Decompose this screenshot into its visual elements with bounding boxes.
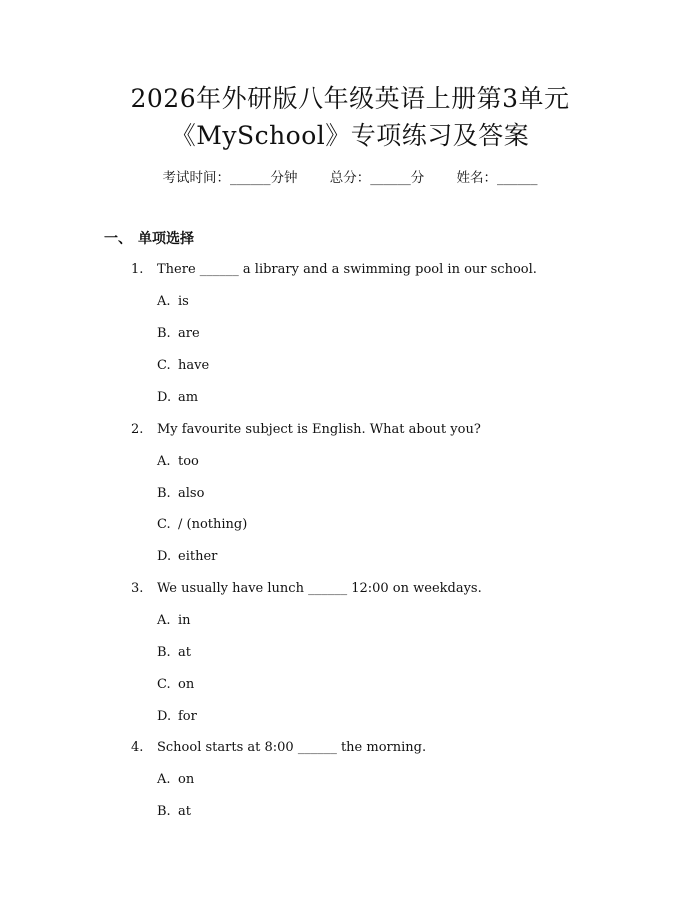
document-title-line-1: 2026年外研版八年级英语上册第3单元 (130, 84, 570, 113)
option-letter: D. (157, 390, 172, 405)
question-3 (131, 580, 482, 598)
question-number: 2. (131, 422, 144, 437)
section-title: 单项选择 (138, 231, 194, 247)
total-score-field: 总分：______分 (329, 170, 425, 186)
question-1-option-c (157, 357, 209, 375)
question-1-option-b (157, 325, 200, 343)
option-text: are (178, 326, 200, 341)
question-2-option-c (157, 516, 247, 534)
section-number: 一、 (104, 231, 132, 247)
question-text: We usually have lunch ______ 12:00 on weekdays. (157, 581, 482, 596)
question-4-option-b (157, 803, 191, 821)
exam-info-line (0, 168, 700, 188)
option-letter: D. (157, 549, 172, 564)
option-letter: B. (157, 326, 171, 341)
option-text: at (178, 645, 191, 660)
option-letter: C. (157, 358, 171, 373)
option-letter: B. (157, 645, 171, 660)
question-4-option-a (157, 771, 194, 789)
question-1 (131, 261, 537, 279)
question-number: 1. (131, 262, 144, 277)
option-letter: C. (157, 677, 171, 692)
option-letter: B. (157, 486, 171, 501)
question-3-option-c (157, 676, 194, 694)
exam-time-field: 考试时间：______分钟 (162, 170, 298, 186)
student-name-field: 姓名：______ (456, 170, 538, 186)
option-text: / (nothing) (178, 517, 248, 532)
option-text: on (178, 772, 195, 787)
option-letter: A. (157, 772, 171, 787)
question-3-option-b (157, 644, 191, 662)
option-text: have (178, 358, 210, 373)
option-text: on (178, 677, 195, 692)
option-letter: A. (157, 294, 171, 309)
option-text: also (178, 486, 205, 501)
question-text: School starts at 8:00 ______ the morning. (157, 740, 427, 755)
option-text: either (178, 549, 218, 564)
option-letter: A. (157, 454, 171, 469)
option-letter: B. (157, 804, 171, 819)
question-text: There ______ a library and a swimming pool in our school. (157, 262, 537, 277)
question-number: 3. (131, 581, 144, 596)
question-text: My favourite subject is English. What about you? (157, 422, 481, 437)
question-2-option-a (157, 453, 199, 471)
option-text: for (178, 709, 197, 724)
option-text: too (178, 454, 199, 469)
question-2 (131, 421, 481, 439)
option-letter: C. (157, 517, 171, 532)
question-2-option-d (157, 548, 217, 566)
section-heading (104, 229, 194, 249)
option-text: at (178, 804, 191, 819)
question-1-option-a (157, 293, 189, 311)
option-letter: A. (157, 613, 171, 628)
document-title-line-2: 《MySchool》专项练习及答案 (170, 121, 530, 150)
option-text: is (178, 294, 189, 309)
option-letter: D. (157, 709, 172, 724)
question-2-option-b (157, 485, 204, 503)
question-4 (131, 739, 426, 757)
question-3-option-a (157, 612, 191, 630)
option-text: am (178, 390, 199, 405)
question-number: 4. (131, 740, 144, 755)
question-3-option-d (157, 708, 197, 726)
option-text: in (178, 613, 191, 628)
question-1-option-d (157, 389, 198, 407)
